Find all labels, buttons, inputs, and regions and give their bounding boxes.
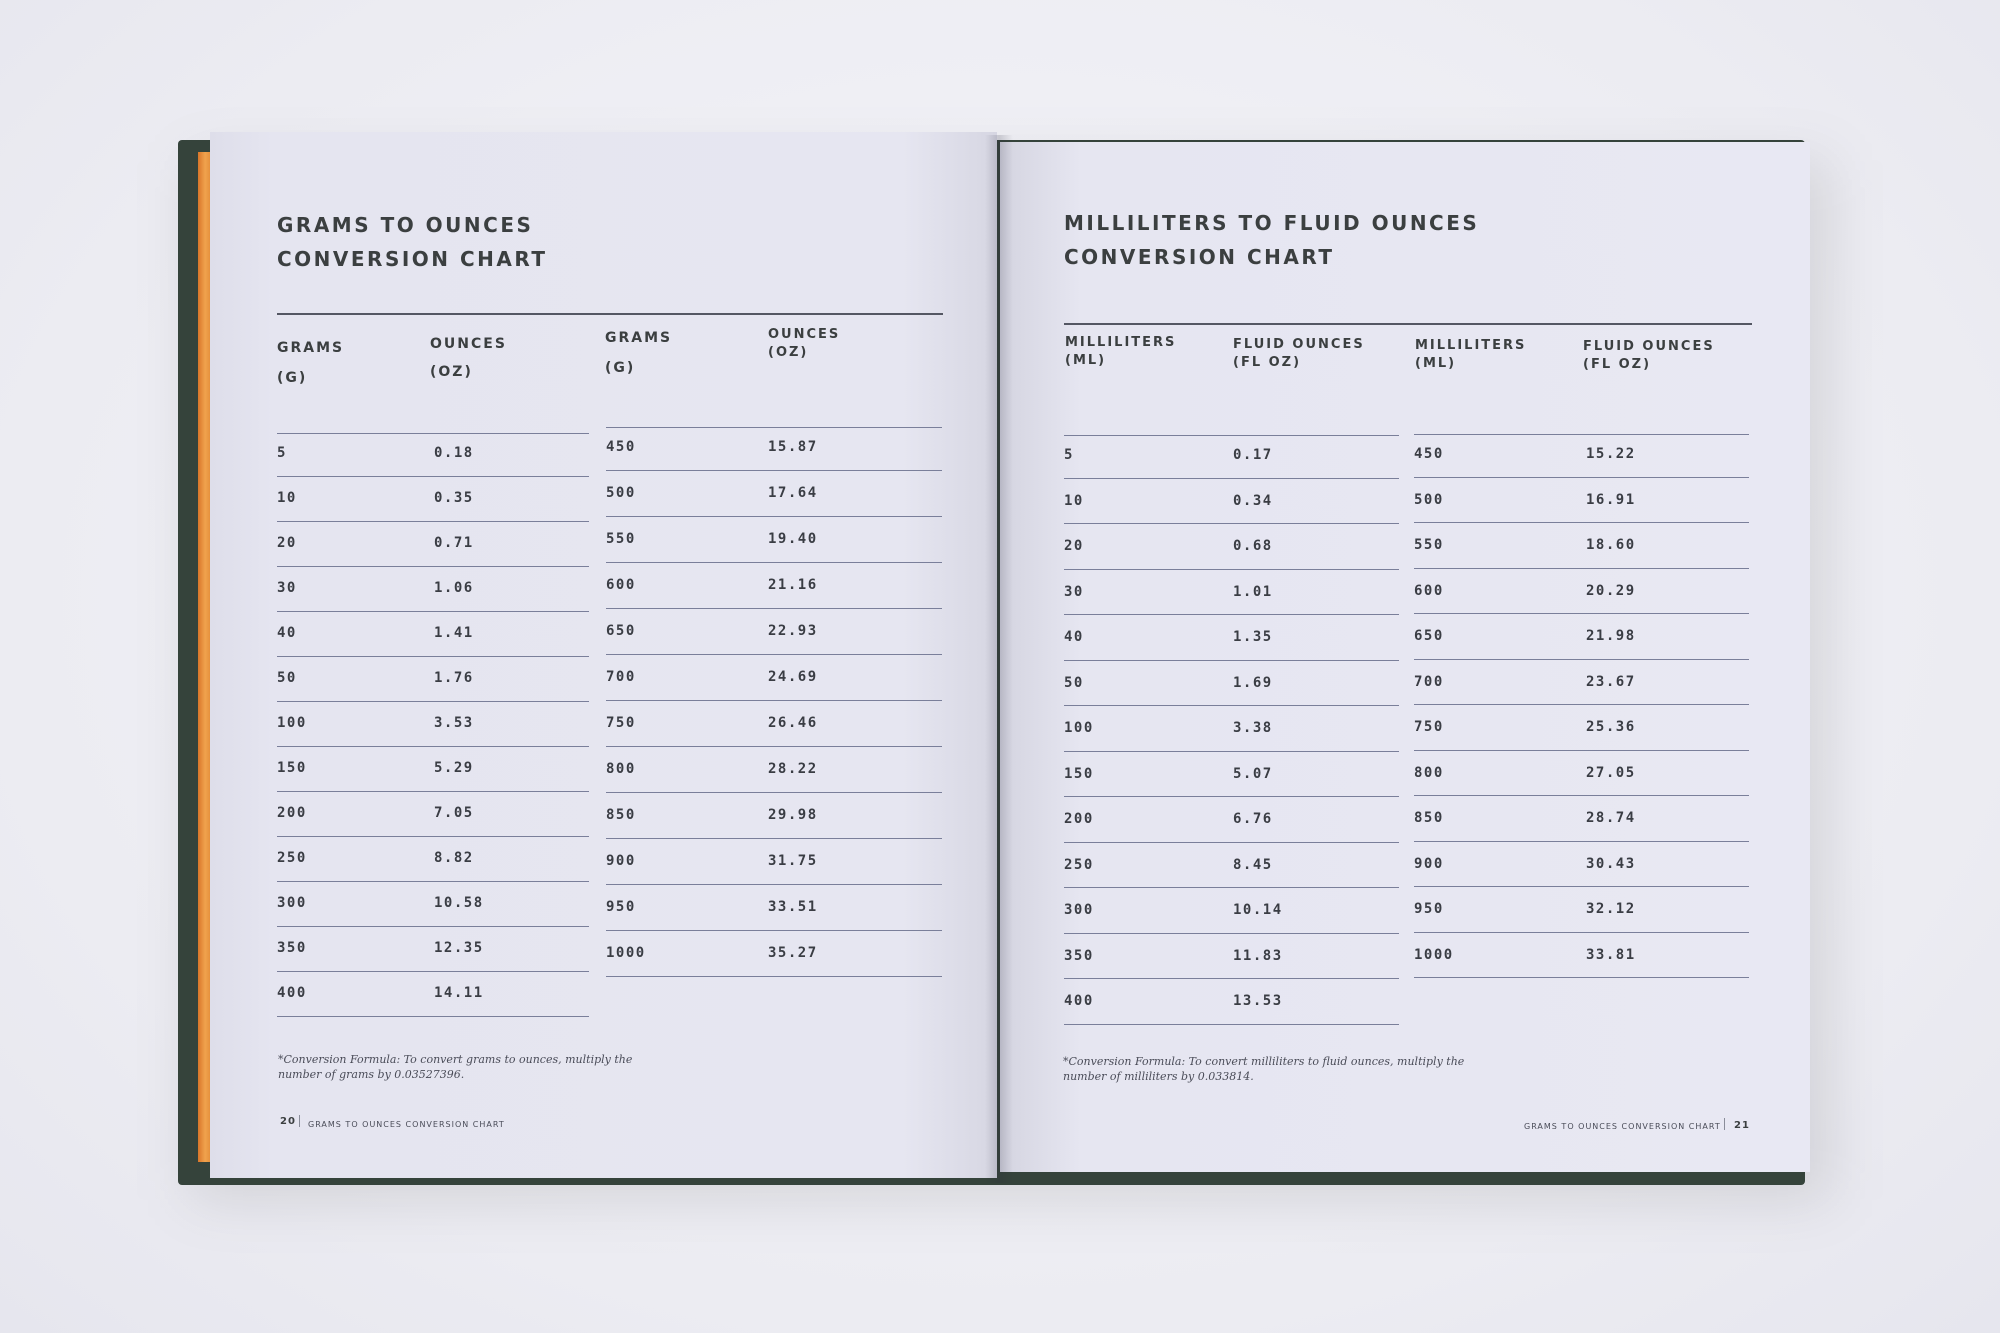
table-cell-converted: 10.14 <box>1233 902 1283 918</box>
table-cell-converted: 0.17 <box>1233 447 1273 463</box>
table-cell-value: 30 <box>277 580 297 596</box>
table-cell-converted: 17.64 <box>768 485 818 501</box>
table-row-line <box>606 516 942 517</box>
table-row-line <box>1064 933 1399 934</box>
left-footer-separator <box>299 1115 300 1127</box>
table-cell-converted: 18.60 <box>1586 537 1636 553</box>
table-row-line <box>606 976 942 977</box>
table-cell-value: 750 <box>1414 719 1444 735</box>
table-row-line <box>1064 478 1399 479</box>
left-col3-header-1: GRAMS <box>605 330 673 346</box>
right-footer-separator <box>1724 1118 1725 1130</box>
table-cell-value: 500 <box>1414 491 1444 508</box>
table-row-line <box>1414 977 1749 978</box>
table-cell-value: 300 <box>277 895 307 911</box>
table-cell-value: 300 <box>1064 902 1094 918</box>
right-col3-header-2: (ML) <box>1415 356 1457 371</box>
table-cell-value: 950 <box>1414 901 1444 917</box>
table-cell-converted: 12.35 <box>434 940 484 956</box>
table-row-line <box>1414 886 1749 887</box>
table-row-line <box>1064 842 1399 843</box>
table-cell-converted: 1.06 <box>434 580 474 596</box>
table-cell-value: 150 <box>1064 765 1094 782</box>
table-row-line <box>1414 613 1749 614</box>
table-cell-converted: 0.68 <box>1233 538 1273 554</box>
table-row-line <box>1414 795 1749 796</box>
table-cell-converted: 1.01 <box>1233 583 1273 600</box>
table-cell-converted: 15.22 <box>1586 446 1636 462</box>
table-row-line <box>1414 932 1749 933</box>
table-row-line <box>1064 660 1399 661</box>
table-cell-value: 350 <box>277 940 307 956</box>
table-cell-value: 40 <box>277 625 297 641</box>
table-cell-converted: 8.82 <box>434 850 474 866</box>
table-row-line <box>606 470 942 471</box>
right-col3-header-1: MILLILITERS <box>1415 338 1527 353</box>
table-row-line <box>606 838 942 839</box>
table-cell-value: 20 <box>1064 538 1084 554</box>
table-row-line <box>1414 841 1749 842</box>
table-cell-converted: 33.51 <box>768 899 818 915</box>
right-title-line2: CONVERSION CHART <box>1064 245 1335 269</box>
table-cell-converted: 14.11 <box>434 985 484 1001</box>
table-row-line <box>1064 887 1399 888</box>
table-row-line <box>606 792 942 793</box>
table-cell-converted: 30.43 <box>1586 855 1636 872</box>
table-cell-converted: 0.35 <box>434 490 474 506</box>
table-cell-converted: 1.69 <box>1233 674 1273 691</box>
right-col4-header-1: FLUID OUNCES <box>1583 339 1715 354</box>
left-header-rule <box>277 313 943 315</box>
table-row-line <box>1414 477 1749 478</box>
table-row-line <box>606 884 942 885</box>
table-row-line <box>277 701 589 702</box>
table-cell-converted: 28.74 <box>1586 810 1636 826</box>
table-cell-value: 100 <box>277 715 307 731</box>
right-running-head: GRAMS TO OUNCES CONVERSION CHART <box>1524 1122 1721 1131</box>
left-title-line2: CONVERSION CHART <box>277 247 548 271</box>
left-col4-header-2: (OZ) <box>768 345 809 360</box>
table-cell-value: 600 <box>1414 582 1444 599</box>
right-col2-header-1: FLUID OUNCES <box>1233 337 1365 352</box>
right-col1-header-2: (ML) <box>1065 353 1107 368</box>
table-row-line <box>606 562 942 563</box>
table-row-line <box>606 427 942 428</box>
table-cell-converted: 35.27 <box>768 945 818 961</box>
table-row-line <box>277 746 589 747</box>
table-cell-value: 5 <box>277 445 287 461</box>
table-row-line <box>1414 434 1749 435</box>
table-cell-value: 400 <box>1064 993 1094 1009</box>
table-row-line <box>277 656 589 657</box>
table-cell-value: 350 <box>1064 947 1094 964</box>
left-col1-header-2: (G) <box>277 370 308 386</box>
table-cell-converted: 16.91 <box>1586 491 1636 508</box>
table-cell-converted: 5.29 <box>434 760 474 776</box>
table-row-line <box>277 521 589 522</box>
table-cell-value: 1000 <box>1414 946 1454 963</box>
table-row-line <box>277 881 589 882</box>
table-cell-converted: 21.16 <box>768 577 818 593</box>
table-row-line <box>606 654 942 655</box>
table-cell-converted: 33.81 <box>1586 946 1636 963</box>
table-cell-value: 550 <box>1414 537 1444 553</box>
table-cell-converted: 27.05 <box>1586 764 1636 781</box>
table-cell-converted: 3.53 <box>434 715 474 731</box>
table-cell-converted: 32.12 <box>1586 901 1636 917</box>
left-col1-header-1: GRAMS <box>277 340 345 356</box>
table-row-line <box>606 700 942 701</box>
table-row-line <box>277 926 589 927</box>
table-row-line <box>606 930 942 931</box>
table-row-line <box>277 611 589 612</box>
table-row-line <box>1064 796 1399 797</box>
right-page <box>1000 142 1810 1172</box>
table-cell-converted: 31.75 <box>768 853 818 869</box>
table-cell-value: 500 <box>606 485 636 501</box>
table-cell-value: 250 <box>277 850 307 866</box>
table-row-line <box>1414 659 1749 660</box>
table-cell-converted: 1.76 <box>434 670 474 686</box>
table-row-line <box>277 433 589 434</box>
table-cell-value: 10 <box>1064 492 1084 509</box>
table-cell-value: 850 <box>1414 810 1444 826</box>
table-cell-value: 550 <box>606 531 636 547</box>
right-title-line1: MILLILITERS TO FLUID OUNCES <box>1064 211 1480 235</box>
table-cell-value: 20 <box>277 535 297 551</box>
table-row-line <box>1064 751 1399 752</box>
table-cell-value: 800 <box>606 761 636 777</box>
table-cell-converted: 5.07 <box>1233 765 1273 782</box>
table-row-line <box>1064 523 1399 524</box>
table-row-line <box>1064 1024 1399 1025</box>
table-cell-value: 900 <box>606 853 636 869</box>
right-col2-header-2: (FL OZ) <box>1233 355 1302 370</box>
table-row-line <box>277 1016 589 1017</box>
table-row-line <box>1414 750 1749 751</box>
table-row-line <box>277 791 589 792</box>
table-cell-converted: 28.22 <box>768 761 818 777</box>
table-cell-value: 5 <box>1064 447 1074 463</box>
table-cell-converted: 24.69 <box>768 669 818 685</box>
table-cell-converted: 29.98 <box>768 807 818 823</box>
table-cell-converted: 13.53 <box>1233 993 1283 1009</box>
table-cell-value: 750 <box>606 715 636 731</box>
right-col4-header-2: (FL OZ) <box>1583 357 1652 372</box>
table-cell-converted: 25.36 <box>1586 719 1636 735</box>
table-cell-value: 100 <box>1064 720 1094 736</box>
table-cell-converted: 20.29 <box>1586 582 1636 599</box>
table-row-line <box>1414 522 1749 523</box>
table-row-line <box>606 608 942 609</box>
table-row-line <box>1064 978 1399 979</box>
table-cell-value: 850 <box>606 807 636 823</box>
table-cell-converted: 1.41 <box>434 625 474 641</box>
right-col1-header-1: MILLILITERS <box>1065 335 1177 350</box>
table-cell-converted: 10.58 <box>434 895 484 911</box>
left-col3-header-2: (G) <box>605 360 636 376</box>
table-cell-converted: 11.83 <box>1233 947 1283 964</box>
left-col4-header-1: OUNCES <box>768 327 841 342</box>
table-cell-value: 10 <box>277 490 297 506</box>
table-row-line <box>1064 705 1399 706</box>
table-cell-value: 200 <box>277 805 307 821</box>
left-title-line1: GRAMS TO OUNCES <box>277 213 534 237</box>
table-cell-converted: 23.67 <box>1586 673 1636 690</box>
table-cell-converted: 0.34 <box>1233 492 1273 509</box>
table-cell-converted: 7.05 <box>434 805 474 821</box>
table-row-line <box>277 971 589 972</box>
table-cell-value: 400 <box>277 985 307 1001</box>
table-cell-value: 950 <box>606 899 636 915</box>
left-page-number: 20 <box>280 1116 296 1127</box>
right-page-number: 21 <box>1734 1120 1750 1131</box>
table-cell-converted: 1.35 <box>1233 629 1273 645</box>
table-cell-value: 800 <box>1414 764 1444 781</box>
table-cell-value: 450 <box>1414 446 1444 462</box>
table-cell-converted: 19.40 <box>768 531 818 547</box>
table-row-line <box>606 746 942 747</box>
table-cell-value: 700 <box>1414 673 1444 690</box>
table-cell-converted: 0.71 <box>434 535 474 551</box>
table-row-line <box>1064 569 1399 570</box>
table-cell-converted: 22.93 <box>768 623 818 639</box>
table-cell-value: 700 <box>606 669 636 685</box>
left-col2-header-1: OUNCES <box>430 336 507 352</box>
table-cell-value: 50 <box>1064 674 1084 691</box>
left-running-head: GRAMS TO OUNCES CONVERSION CHART <box>308 1120 505 1129</box>
table-cell-value: 600 <box>606 577 636 593</box>
table-cell-value: 50 <box>277 670 297 686</box>
table-cell-converted: 3.38 <box>1233 720 1273 736</box>
table-cell-converted: 8.45 <box>1233 856 1273 873</box>
left-footnote: *Conversion Formula: To convert grams to ounces, multiply the number of grams by 0.03527396. <box>278 1053 633 1081</box>
table-cell-converted: 6.76 <box>1233 811 1273 827</box>
table-cell-value: 1000 <box>606 945 646 961</box>
table-cell-value: 900 <box>1414 855 1444 872</box>
table-cell-converted: 15.87 <box>768 439 818 455</box>
table-cell-value: 650 <box>1414 628 1444 644</box>
right-footnote: *Conversion Formula: To convert milliliters to fluid ounces, multiply the number of milliliters by 0.033814. <box>1063 1055 1465 1083</box>
table-cell-converted: 0.18 <box>434 445 474 461</box>
left-col2-header-2: (OZ) <box>430 364 473 380</box>
book-gutter <box>985 135 1013 1183</box>
table-row-line <box>1414 704 1749 705</box>
table-cell-value: 650 <box>606 623 636 639</box>
table-row-line <box>277 836 589 837</box>
table-cell-value: 450 <box>606 439 636 455</box>
table-cell-converted: 26.46 <box>768 715 818 731</box>
table-row-line <box>277 566 589 567</box>
table-cell-value: 40 <box>1064 629 1084 645</box>
table-row-line <box>277 476 589 477</box>
table-cell-value: 250 <box>1064 856 1094 873</box>
table-row-line <box>1064 435 1399 436</box>
right-header-rule <box>1064 323 1752 325</box>
table-cell-value: 30 <box>1064 583 1084 600</box>
table-cell-value: 200 <box>1064 811 1094 827</box>
table-row-line <box>1064 614 1399 615</box>
table-cell-converted: 21.98 <box>1586 628 1636 644</box>
table-cell-value: 150 <box>277 760 307 776</box>
table-row-line <box>1414 568 1749 569</box>
